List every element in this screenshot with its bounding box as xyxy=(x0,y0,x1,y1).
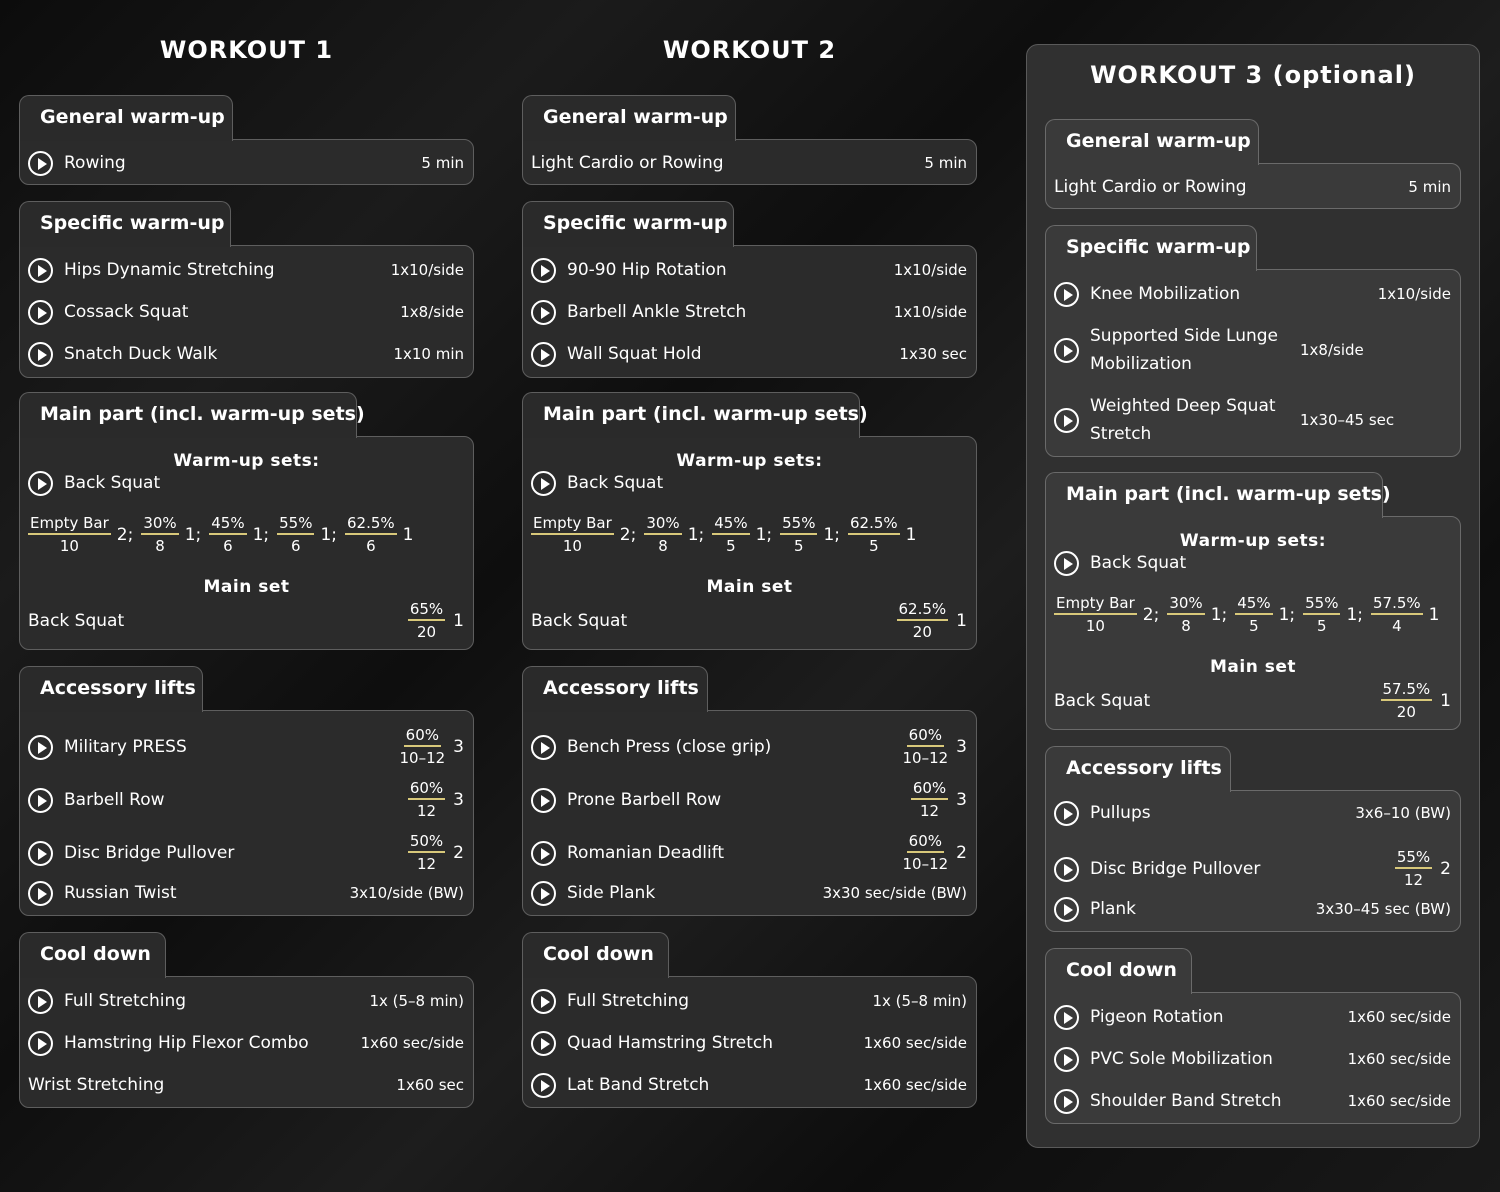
prescription: 3x30 sec/side (BW) xyxy=(822,884,967,902)
prescription: 3x30–45 sec (BW) xyxy=(1315,900,1451,918)
main-set-fraction-bottom: 20 xyxy=(1396,703,1416,721)
warmup-sets-row xyxy=(1054,593,1448,637)
specific-section xyxy=(522,201,977,378)
workout-title: WORKOUT 2 xyxy=(662,36,837,64)
prescription: 1x60 sec xyxy=(396,1076,464,1094)
general-box xyxy=(1045,163,1461,209)
warmup-set-top: Empty Bar xyxy=(531,513,614,535)
accessory-section xyxy=(1045,746,1461,932)
play-icon[interactable] xyxy=(1054,857,1079,882)
warmup-set-bottom: 5 xyxy=(1249,617,1259,635)
load-fraction-bottom: 10–12 xyxy=(902,855,949,873)
prescription: 1x60 sec/side xyxy=(1347,1008,1451,1026)
set-reps: 2; xyxy=(116,525,134,545)
exercise-name: Prone Barbell Row xyxy=(567,790,722,810)
warmup-set-bottom: 10 xyxy=(562,537,582,555)
prescription: 1x (5–8 min) xyxy=(872,992,967,1010)
load-fraction-top: 60% xyxy=(907,831,944,853)
main-set-exercise: Back Squat xyxy=(28,611,125,631)
set-reps: 1; xyxy=(184,525,202,545)
cooldown-item[interactable] xyxy=(1054,1087,1451,1115)
warmup-set-top: 55% xyxy=(1303,593,1340,615)
warmup-set xyxy=(277,513,314,557)
main-set-fraction xyxy=(408,599,445,643)
workout-3-column xyxy=(1045,0,1461,1150)
play-icon[interactable] xyxy=(1054,282,1079,307)
exercise-name: Back Squat xyxy=(64,473,161,493)
accessory-item[interactable] xyxy=(28,725,464,769)
exercise-name: Cossack Squat xyxy=(64,302,189,322)
main-set-row xyxy=(28,599,464,643)
accessory-box xyxy=(19,710,474,916)
load-fraction-top: 60% xyxy=(911,778,948,800)
sets-count: 3 xyxy=(956,737,967,757)
play-icon[interactable] xyxy=(531,258,556,283)
prescription: 5 min xyxy=(421,154,464,172)
main-set-sets: 1 xyxy=(453,611,464,631)
prescription: 1x8/side xyxy=(1300,341,1364,359)
exercise-name: Hamstring Hip Flexor Combo xyxy=(64,1033,309,1053)
load-fraction-bottom: 12 xyxy=(919,802,940,820)
sets-count: 3 xyxy=(453,790,464,810)
play-icon[interactable] xyxy=(531,342,556,367)
specific-item[interactable] xyxy=(28,340,464,368)
play-icon[interactable] xyxy=(1054,408,1079,433)
warmup-set xyxy=(1054,593,1137,637)
play-icon[interactable] xyxy=(1054,551,1079,576)
exercise-name: 90-90 Hip Rotation xyxy=(567,260,727,280)
cooldown-tab: Cool down xyxy=(1045,948,1192,994)
main-set-fraction-top: 57.5% xyxy=(1381,679,1433,701)
play-icon[interactable] xyxy=(1054,1089,1079,1114)
warmup-set-top: 57.5% xyxy=(1371,593,1423,615)
exercise-name: Pigeon Rotation xyxy=(1090,1007,1224,1027)
exercise-name: Lat Band Stretch xyxy=(567,1075,710,1095)
exercise-name: Shoulder Band Stretch xyxy=(1090,1091,1282,1111)
accessory-item[interactable] xyxy=(28,831,464,875)
warmup-set-bottom: 5 xyxy=(726,537,736,555)
prescription: 1x8/side xyxy=(400,303,464,321)
specific-tab: Specific warm-up xyxy=(19,201,231,247)
specific-item[interactable] xyxy=(28,298,464,326)
main-set-row xyxy=(1054,679,1451,723)
load-fraction-top: 50% xyxy=(408,831,445,853)
warmup-set-top: 30% xyxy=(644,513,681,535)
accessory-item[interactable] xyxy=(28,879,464,907)
prescription: 1x10/side xyxy=(893,303,967,321)
specific-box xyxy=(19,245,474,378)
warmup-set-top: 45% xyxy=(209,513,246,535)
play-icon[interactable] xyxy=(531,471,556,496)
exercise-name: Full Stretching xyxy=(64,991,187,1011)
warmup-set xyxy=(1235,593,1272,637)
main-section xyxy=(19,392,474,650)
warmup-set-top: 30% xyxy=(1167,593,1204,615)
general-box xyxy=(522,139,977,185)
main-set-row xyxy=(531,599,967,643)
cooldown-section xyxy=(522,932,977,1108)
exercise-name: Light Cardio or Rowing xyxy=(1054,177,1247,197)
exercise-name: Barbell Ankle Stretch xyxy=(567,302,747,322)
exercise-name: Back Squat xyxy=(567,473,664,493)
warmup-set-bottom: 6 xyxy=(291,537,301,555)
warmup-set-top: 62.5% xyxy=(345,513,397,535)
load-fraction-bottom: 12 xyxy=(416,855,437,873)
warmup-set-top: Empty Bar xyxy=(1054,593,1137,615)
warmup-set-top: 30% xyxy=(141,513,178,535)
general-tab: General warm-up xyxy=(1045,119,1259,165)
load-fraction xyxy=(408,778,445,822)
prescription: 5 min xyxy=(924,154,967,172)
exercise-name: Supported Side Lunge Mobilization xyxy=(1090,326,1278,374)
workout-2-column xyxy=(522,0,977,1150)
load-fraction-top: 60% xyxy=(907,725,944,747)
cooldown-box xyxy=(522,976,977,1108)
cooldown-section xyxy=(1045,948,1461,1124)
accessory-item[interactable] xyxy=(531,778,967,822)
play-icon[interactable] xyxy=(531,1073,556,1098)
load-fraction-bottom: 10–12 xyxy=(902,749,949,767)
set-reps: 1; xyxy=(1346,605,1364,625)
specific-tab: Specific warm-up xyxy=(1045,225,1257,271)
warmup-set xyxy=(209,513,246,557)
set-reps: 2; xyxy=(619,525,637,545)
set-reps: 1 xyxy=(1428,605,1440,625)
prescription: 1x10/side xyxy=(1377,285,1451,303)
load-fraction xyxy=(911,778,948,822)
prescription: 3x10/side (BW) xyxy=(349,884,464,902)
play-icon[interactable] xyxy=(28,841,53,866)
load-fraction-bottom: 12 xyxy=(416,802,437,820)
load-fraction xyxy=(1395,847,1432,891)
main-set-fraction-top: 62.5% xyxy=(897,599,949,621)
prescription: 5 min xyxy=(1408,178,1451,196)
general-section xyxy=(1045,119,1461,209)
exercise-name: Snatch Duck Walk xyxy=(64,344,218,364)
exercise-name: Quad Hamstring Stretch xyxy=(567,1033,774,1053)
prescription: 3x6–10 (BW) xyxy=(1355,804,1451,822)
accessory-section xyxy=(522,666,977,916)
specific-item[interactable] xyxy=(1054,322,1451,378)
exercise-name: Plank xyxy=(1090,899,1137,919)
warmup-set-top: 55% xyxy=(277,513,314,535)
warmup-set-bottom: 5 xyxy=(869,537,879,555)
main-set-sets: 1 xyxy=(1440,691,1451,711)
main-set-sets: 1 xyxy=(956,611,967,631)
warmup-set xyxy=(712,513,749,557)
sets-count: 3 xyxy=(453,737,464,757)
warmup-set-bottom: 5 xyxy=(794,537,804,555)
sets-count: 2 xyxy=(1440,859,1451,879)
sets-count: 2 xyxy=(956,843,967,863)
exercise-name: Romanian Deadlift xyxy=(567,843,725,863)
cooldown-section xyxy=(19,932,474,1108)
accessory-box xyxy=(522,710,977,916)
accessory-item[interactable] xyxy=(531,831,967,875)
general-item xyxy=(1054,173,1451,201)
main-set-fraction xyxy=(897,599,949,643)
play-icon[interactable] xyxy=(1054,897,1079,922)
sets-count: 2 xyxy=(453,843,464,863)
set-reps: 2; xyxy=(1142,605,1160,625)
warmup-set xyxy=(780,513,817,557)
set-reps: 1 xyxy=(905,525,917,545)
warmup-set-top: 45% xyxy=(1235,593,1272,615)
general-item xyxy=(531,149,967,177)
play-icon[interactable] xyxy=(1054,1005,1079,1030)
cooldown-item[interactable] xyxy=(28,1029,464,1057)
play-icon[interactable] xyxy=(28,989,53,1014)
play-icon[interactable] xyxy=(531,989,556,1014)
cooldown-item[interactable] xyxy=(28,987,464,1015)
set-reps: 1; xyxy=(687,525,705,545)
warmup-set xyxy=(1167,593,1204,637)
specific-item[interactable] xyxy=(531,298,967,326)
accessory-tab: Accessory lifts xyxy=(522,666,708,712)
cooldown-item[interactable] xyxy=(1054,1003,1451,1031)
play-icon[interactable] xyxy=(1054,801,1079,826)
warmup-set-bottom: 10 xyxy=(1085,617,1105,635)
exercise-name: Hips Dynamic Stretching xyxy=(64,260,275,280)
workout-1-column xyxy=(19,0,474,1150)
main-set-exercise: Back Squat xyxy=(1054,691,1151,711)
play-icon[interactable] xyxy=(28,258,53,283)
general-tab: General warm-up xyxy=(19,95,233,141)
general-section xyxy=(522,95,977,185)
specific-item[interactable] xyxy=(1054,392,1451,448)
warmup-set-bottom: 8 xyxy=(155,537,165,555)
exercise-name: Pullups xyxy=(1090,803,1151,823)
warmup-set xyxy=(1303,593,1340,637)
main-box xyxy=(1045,516,1461,730)
main-set-heading: Main set xyxy=(706,577,793,597)
warmup-set-top: 62.5% xyxy=(848,513,900,535)
load-fraction xyxy=(408,831,445,875)
play-icon[interactable] xyxy=(531,788,556,813)
exercise-name: Rowing xyxy=(64,153,126,173)
accessory-item[interactable] xyxy=(531,879,967,907)
specific-section xyxy=(1045,225,1461,457)
specific-item[interactable] xyxy=(1054,280,1451,308)
load-fraction-top: 55% xyxy=(1395,847,1432,869)
prescription: 1x60 sec/side xyxy=(360,1034,464,1052)
specific-section xyxy=(19,201,474,378)
prescription: 1x60 sec/side xyxy=(863,1076,967,1094)
warmup-set xyxy=(644,513,681,557)
accessory-item[interactable] xyxy=(1054,799,1451,827)
specific-box xyxy=(522,245,977,378)
general-box xyxy=(19,139,474,185)
warmup-set xyxy=(141,513,178,557)
accessory-item[interactable] xyxy=(28,778,464,822)
cooldown-tab: Cool down xyxy=(19,932,166,978)
cooldown-tab: Cool down xyxy=(522,932,669,978)
set-reps: 1; xyxy=(755,525,773,545)
load-fraction-top: 60% xyxy=(408,778,445,800)
main-section xyxy=(1045,472,1461,730)
exercise-name: Bench Press (close grip) xyxy=(567,737,772,757)
exercise-name: Wrist Stretching xyxy=(28,1075,165,1095)
set-reps: 1; xyxy=(1210,605,1228,625)
prescription: 1x30 sec xyxy=(899,345,967,363)
main-set-exercise: Back Squat xyxy=(531,611,628,631)
play-icon[interactable] xyxy=(1054,1047,1079,1072)
main-set-heading: Main set xyxy=(203,577,290,597)
play-icon[interactable] xyxy=(531,841,556,866)
warmup-set-top: Empty Bar xyxy=(28,513,111,535)
specific-box xyxy=(1045,269,1461,457)
accessory-tab: Accessory lifts xyxy=(19,666,203,712)
warmup-set xyxy=(848,513,900,557)
play-icon[interactable] xyxy=(28,151,53,176)
accessory-item[interactable] xyxy=(1054,895,1451,923)
warmup-exercise-row[interactable] xyxy=(531,469,967,497)
exercise-name: Disc Bridge Pullover xyxy=(1090,859,1261,879)
accessory-tab: Accessory lifts xyxy=(1045,746,1231,792)
warmup-set xyxy=(28,513,111,557)
set-reps: 1; xyxy=(252,525,270,545)
general-tab: General warm-up xyxy=(522,95,736,141)
play-icon[interactable] xyxy=(28,300,53,325)
general-section xyxy=(19,95,474,185)
play-icon[interactable] xyxy=(531,735,556,760)
main-tab: Main part (incl. warm-up sets) xyxy=(522,392,860,438)
prescription: 1x10/side xyxy=(893,261,967,279)
exercise-name: Military PRESS xyxy=(64,737,187,757)
play-icon[interactable] xyxy=(28,471,53,496)
main-set-fraction xyxy=(1381,679,1433,723)
prescription: 1x10 min xyxy=(393,345,464,363)
warmup-set-bottom: 6 xyxy=(223,537,233,555)
exercise-name: Weighted Deep Squat Stretch xyxy=(1090,396,1276,444)
cooldown-item[interactable] xyxy=(531,1071,967,1099)
play-icon[interactable] xyxy=(28,788,53,813)
exercise-name: Barbell Row xyxy=(64,790,165,810)
load-fraction xyxy=(902,725,948,769)
set-reps: 1; xyxy=(1278,605,1296,625)
main-set-fraction-top: 65% xyxy=(408,599,445,621)
play-icon[interactable] xyxy=(531,300,556,325)
set-reps: 1; xyxy=(823,525,841,545)
exercise-name: Light Cardio or Rowing xyxy=(531,153,724,173)
exercise-name: PVC Sole Mobilization xyxy=(1090,1049,1273,1069)
main-set-fraction-bottom: 20 xyxy=(416,623,437,641)
warmup-set-bottom: 6 xyxy=(366,537,376,555)
accessory-section xyxy=(19,666,474,916)
main-section xyxy=(522,392,977,650)
warmup-sets-row xyxy=(28,513,422,557)
warmup-sets-row xyxy=(531,513,925,557)
main-tab: Main part (incl. warm-up sets) xyxy=(1045,472,1383,518)
prescription: 1x10/side xyxy=(390,261,464,279)
cooldown-item[interactable] xyxy=(1054,1045,1451,1073)
specific-item[interactable] xyxy=(531,256,967,284)
play-icon[interactable] xyxy=(531,881,556,906)
workout-title: WORKOUT 3 (optional) xyxy=(1090,61,1416,89)
load-fraction-bottom: 12 xyxy=(1403,871,1424,889)
cooldown-box xyxy=(19,976,474,1108)
load-fraction xyxy=(902,831,948,875)
exercise-name: Disc Bridge Pullover xyxy=(64,843,235,863)
warmup-sets-heading: Warm-up sets: xyxy=(1179,531,1327,551)
main-tab: Main part (incl. warm-up sets) xyxy=(19,392,357,438)
warmup-sets-heading: Warm-up sets: xyxy=(676,451,823,471)
prescription: 1x30–45 sec xyxy=(1300,411,1395,429)
warmup-sets-heading: Warm-up sets: xyxy=(173,451,320,471)
exercise-name: Wall Squat Hold xyxy=(567,344,702,364)
prescription: 1x (5–8 min) xyxy=(369,992,464,1010)
cooldown-item xyxy=(28,1071,464,1099)
set-reps: 1; xyxy=(320,525,338,545)
general-item[interactable] xyxy=(28,149,464,177)
accessory-item[interactable] xyxy=(1054,847,1451,891)
exercise-name: Side Plank xyxy=(567,883,656,903)
play-icon[interactable] xyxy=(28,881,53,906)
main-set-fraction-bottom: 20 xyxy=(912,623,932,641)
warmup-set-bottom: 4 xyxy=(1392,617,1402,635)
play-icon[interactable] xyxy=(531,1031,556,1056)
workout-title: WORKOUT 1 xyxy=(159,36,334,64)
load-fraction-bottom: 10–12 xyxy=(399,749,446,767)
play-icon[interactable] xyxy=(28,342,53,367)
main-box xyxy=(522,436,977,650)
warmup-set-bottom: 10 xyxy=(59,537,79,555)
play-icon[interactable] xyxy=(28,1031,53,1056)
specific-item[interactable] xyxy=(531,340,967,368)
specific-item[interactable] xyxy=(28,256,464,284)
warmup-set xyxy=(531,513,614,557)
prescription: 1x60 sec/side xyxy=(863,1034,967,1052)
prescription: 1x60 sec/side xyxy=(1347,1050,1451,1068)
load-fraction xyxy=(399,725,445,769)
accessory-box xyxy=(1045,790,1461,932)
warmup-set-bottom: 8 xyxy=(1181,617,1191,635)
specific-tab: Specific warm-up xyxy=(522,201,734,247)
exercise-name: Russian Twist xyxy=(64,883,177,903)
cooldown-item[interactable] xyxy=(531,1029,967,1057)
prescription: 1x60 sec/side xyxy=(1347,1092,1451,1110)
warmup-exercise-row[interactable] xyxy=(28,469,464,497)
warmup-set-bottom: 5 xyxy=(1317,617,1327,635)
play-icon[interactable] xyxy=(1054,338,1079,363)
main-box xyxy=(19,436,474,650)
warmup-set xyxy=(345,513,397,557)
load-fraction-top: 60% xyxy=(404,725,441,747)
warmup-set-top: 55% xyxy=(780,513,817,535)
exercise-name: Back Squat xyxy=(1090,553,1187,573)
main-set-heading: Main set xyxy=(1209,657,1296,677)
warmup-exercise-row[interactable] xyxy=(1054,549,1451,577)
sets-count: 3 xyxy=(956,790,967,810)
set-reps: 1 xyxy=(402,525,414,545)
warmup-set-bottom: 8 xyxy=(658,537,668,555)
warmup-set xyxy=(1371,593,1423,637)
accessory-item[interactable] xyxy=(531,725,967,769)
exercise-name: Knee Mobilization xyxy=(1090,284,1241,304)
cooldown-item[interactable] xyxy=(531,987,967,1015)
play-icon[interactable] xyxy=(28,735,53,760)
exercise-name: Full Stretching xyxy=(567,991,690,1011)
cooldown-box xyxy=(1045,992,1461,1124)
warmup-set-top: 45% xyxy=(712,513,749,535)
